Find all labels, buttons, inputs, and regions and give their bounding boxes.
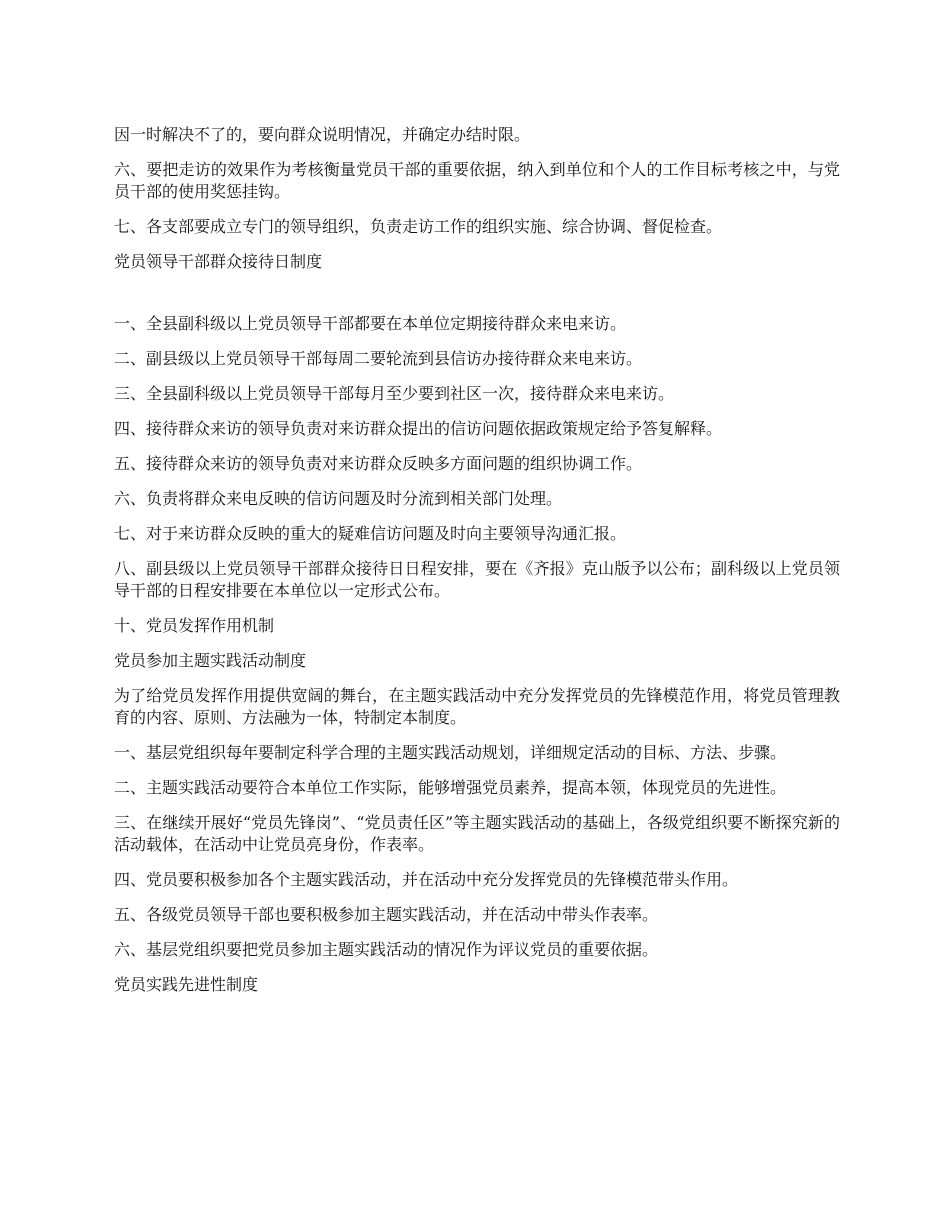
blank-line xyxy=(114,286,840,313)
paragraph: 四、党员要积极参加各个主题实践活动，并在活动中充分发挥党员的先锋模范带头作用。 xyxy=(114,870,739,889)
paragraph: 为了给党员发挥作用提供宽阔的舞台，在主题实践活动中充分发挥党员的先锋模范作用，将党员管理教育的内容、原则、方法融为一体，特制定本制度。 xyxy=(114,686,840,727)
section-heading: 党员领导干部群众接待日制度 xyxy=(114,252,323,271)
paragraph: 六、负责将群众来电反映的信访问题及时分流到相关部门处理。 xyxy=(114,489,563,508)
paragraph: 四、接待群众来访的领导负责对来访群众提出的信访问题依据政策规定给予答复解释。 xyxy=(114,419,723,438)
paragraph: 三、在继续开展好“党员先锋岗”、“党员责任区”等主题实践活动的基础上，各级党组织要不断探究新的活动载体，在活动中让党员亮身份，作表率。 xyxy=(114,813,840,854)
paragraph: 二、主题实践活动要符合本单位工作实际，能够增强党员素养，提高本领，体现党员的先进性。 xyxy=(114,778,787,797)
document-page xyxy=(114,124,840,1009)
paragraph: 七、各支部要成立专门的领导组织，负责走访工作的组织实施、综合协调、督促检查。 xyxy=(114,217,723,236)
paragraph: 三、全县副科级以上党员领导干部每月至少要到社区一次，接待群众来电来访。 xyxy=(114,384,675,403)
paragraph: 因一时解决不了的，要向群众说明情况，并确定办结时限。 xyxy=(114,125,531,144)
paragraph: 七、对于来访群众反映的重大的疑难信访问题及时向主要领导沟通汇报。 xyxy=(114,524,627,543)
paragraph: 六、要把走访的效果作为考核衡量党员干部的重要依据，纳入到单位和个人的工作目标考核之中，与党员干部的使用奖惩挂钩。 xyxy=(114,160,840,201)
paragraph: 六、基层党组织要把党员参加主题实践活动的情况作为评议党员的重要依据。 xyxy=(114,940,659,959)
paragraph: 一、全县副科级以上党员领导干部都要在本单位定期接待群众来电来访。 xyxy=(114,314,627,333)
section-heading: 十、党员发挥作用机制 xyxy=(114,616,275,635)
paragraph: 八、副县级以上党员领导干部群众接待日日程安排，要在《齐报》克山版予以公布；副科级以上党员领导干部的日程安排要在本单位以一定形式公布。 xyxy=(114,559,840,600)
paragraph: 一、基层党组织每年要制定科学合理的主题实践活动规划，详细规定活动的目标、方法、步骤。 xyxy=(114,743,787,762)
section-heading: 党员参加主题实践活动制度 xyxy=(114,651,307,670)
paragraph: 二、副县级以上党员领导干部每周二要轮流到县信访办接待群众来电来访。 xyxy=(114,349,643,368)
paragraph: 五、接待群众来访的领导负责对来访群众反映多方面问题的组织协调工作。 xyxy=(114,454,643,473)
section-heading: 党员实践先进性制度 xyxy=(114,975,259,994)
paragraph: 五、各级党员领导干部也要积极参加主题实践活动，并在活动中带头作表率。 xyxy=(114,905,659,924)
